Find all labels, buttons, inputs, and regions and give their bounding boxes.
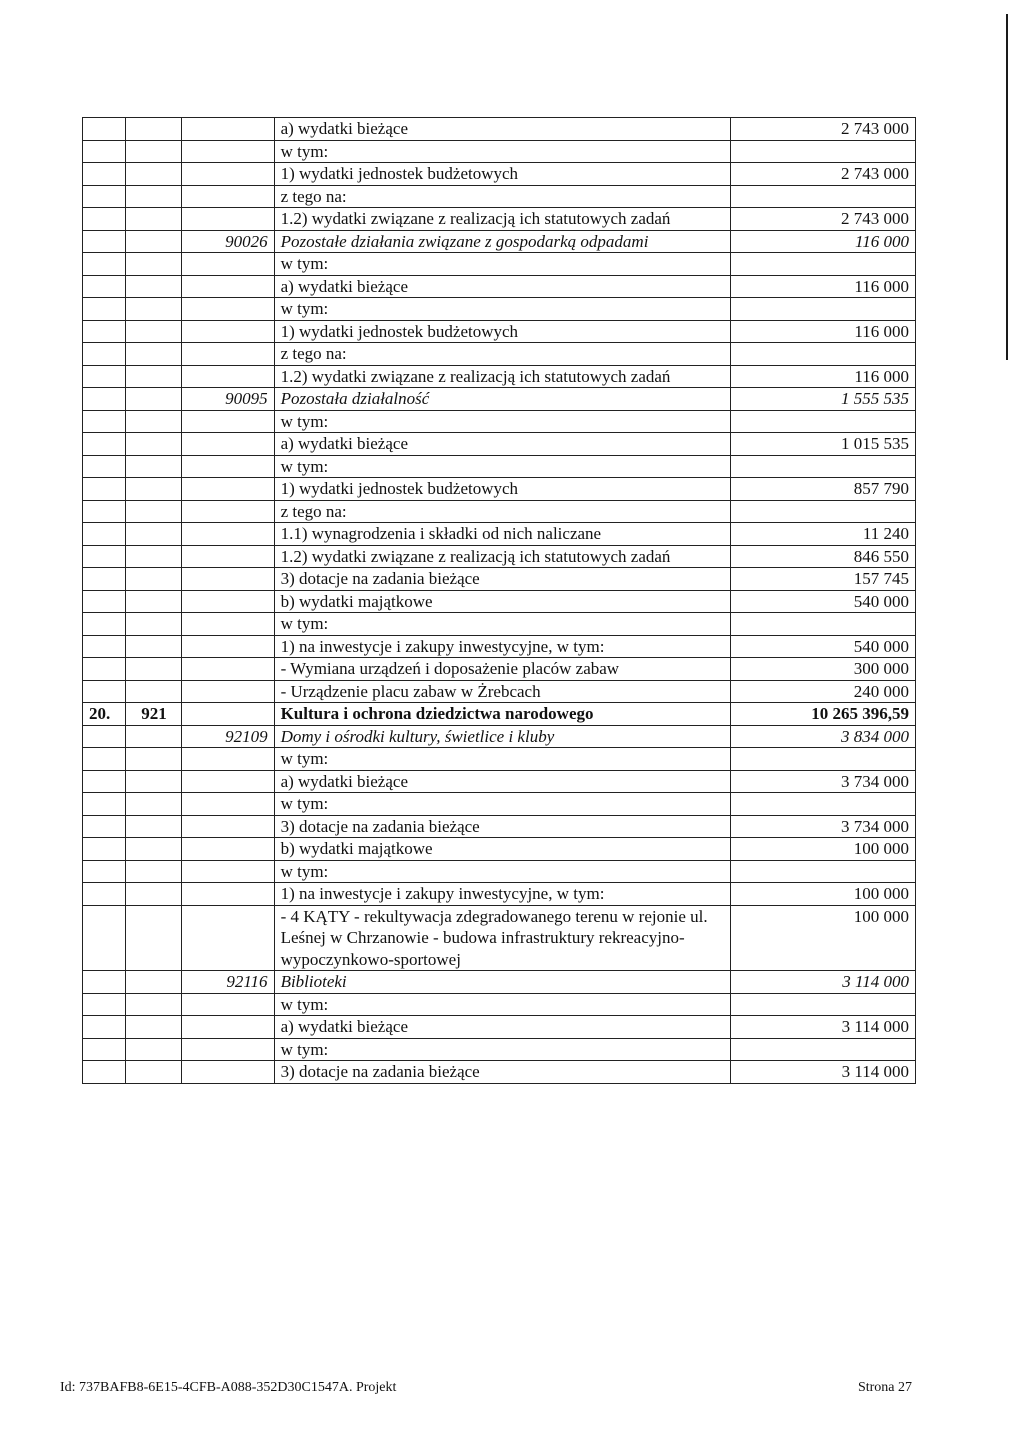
- amount-cell: 3 734 000: [730, 770, 915, 793]
- chapter-code-cell: 92109: [182, 725, 274, 748]
- amount-cell: 100 000: [730, 883, 915, 906]
- row-number-cell: [83, 230, 126, 253]
- description-cell: w tym:: [274, 253, 730, 276]
- row-number-cell: [83, 253, 126, 276]
- amount-cell: 10 265 396,59: [730, 703, 915, 726]
- table-row: [83, 725, 916, 748]
- table-row: [83, 635, 916, 658]
- chapter-code-cell: [182, 140, 274, 163]
- description-cell: z tego na:: [274, 343, 730, 366]
- section-code-cell: [126, 993, 182, 1016]
- amount-cell: [730, 613, 915, 636]
- table-row: [83, 455, 916, 478]
- amount-cell: [730, 343, 915, 366]
- chapter-code-cell: [182, 590, 274, 613]
- table-row: [83, 230, 916, 253]
- section-code-cell: [126, 478, 182, 501]
- row-number-cell: [83, 545, 126, 568]
- row-number-cell: [83, 298, 126, 321]
- amount-cell: 540 000: [730, 635, 915, 658]
- description-cell: b) wydatki majątkowe: [274, 838, 730, 861]
- amount-cell: 11 240: [730, 523, 915, 546]
- amount-cell: [730, 993, 915, 1016]
- row-number-cell: [83, 680, 126, 703]
- chapter-code-cell: [182, 635, 274, 658]
- section-code-cell: [126, 1061, 182, 1084]
- section-code-cell: [126, 275, 182, 298]
- section-code-cell: [126, 613, 182, 636]
- chapter-code-cell: [182, 838, 274, 861]
- section-code-cell: [126, 433, 182, 456]
- section-code-cell: [126, 343, 182, 366]
- row-number-cell: [83, 993, 126, 1016]
- page-number-footer: Strona 27: [857, 1380, 912, 1395]
- scan-edge-line: [1006, 14, 1008, 360]
- table-row: [83, 971, 916, 994]
- table-row: [83, 793, 916, 816]
- amount-cell: 2 743 000: [730, 163, 915, 186]
- chapter-code-cell: [182, 883, 274, 906]
- amount-cell: 3 734 000: [730, 815, 915, 838]
- chapter-code-cell: [182, 185, 274, 208]
- chapter-code-cell: [182, 1016, 274, 1039]
- table-row: [83, 410, 916, 433]
- amount-cell: 100 000: [730, 905, 915, 971]
- amount-cell: [730, 455, 915, 478]
- description-cell: w tym:: [274, 793, 730, 816]
- table-row: [83, 118, 916, 141]
- table-row: [83, 905, 916, 971]
- table-row: [83, 883, 916, 906]
- row-number-cell: [83, 883, 126, 906]
- table-row: [83, 838, 916, 861]
- chapter-code-cell: [182, 433, 274, 456]
- chapter-code-cell: [182, 613, 274, 636]
- description-cell: 3) dotacje na zadania bieżące: [274, 568, 730, 591]
- section-code-cell: [126, 815, 182, 838]
- description-cell: w tym:: [274, 410, 730, 433]
- chapter-code-cell: [182, 410, 274, 433]
- table-body: [83, 118, 916, 1084]
- description-cell: 1) wydatki jednostek budżetowych: [274, 320, 730, 343]
- section-code-cell: [126, 253, 182, 276]
- row-number-cell: [83, 185, 126, 208]
- row-number-cell: [83, 793, 126, 816]
- section-code-cell: [126, 748, 182, 771]
- chapter-code-cell: [182, 815, 274, 838]
- chapter-code-cell: [182, 500, 274, 523]
- description-cell: 1) na inwestycje i zakupy inwestycyjne, w tym:: [274, 883, 730, 906]
- description-cell: 1.2) wydatki związane z realizacją ich statutowych zadań: [274, 208, 730, 231]
- table-row: [83, 993, 916, 1016]
- section-code-cell: [126, 1038, 182, 1061]
- row-number-cell: [83, 860, 126, 883]
- chapter-code-cell: [182, 208, 274, 231]
- row-number-cell: [83, 433, 126, 456]
- table-row: [83, 1016, 916, 1039]
- section-code-cell: [126, 838, 182, 861]
- section-code-cell: [126, 971, 182, 994]
- table-row: [83, 140, 916, 163]
- section-code-cell: [126, 793, 182, 816]
- row-number-cell: [83, 208, 126, 231]
- amount-cell: 116 000: [730, 230, 915, 253]
- row-number-cell: [83, 635, 126, 658]
- description-cell: 1) wydatki jednostek budżetowych: [274, 478, 730, 501]
- amount-cell: [730, 748, 915, 771]
- row-number-cell: [83, 590, 126, 613]
- amount-cell: 846 550: [730, 545, 915, 568]
- description-cell: w tym:: [274, 140, 730, 163]
- table-row: [83, 658, 916, 681]
- section-code-cell: [126, 140, 182, 163]
- description-cell: z tego na:: [274, 185, 730, 208]
- chapter-code-cell: 90095: [182, 388, 274, 411]
- row-number-cell: [83, 410, 126, 433]
- chapter-code-cell: [182, 275, 274, 298]
- description-cell: - Wymiana urządzeń i doposażenie placów zabaw: [274, 658, 730, 681]
- description-cell: a) wydatki bieżące: [274, 770, 730, 793]
- section-code-cell: [126, 500, 182, 523]
- row-number-cell: [83, 140, 126, 163]
- row-number-cell: [83, 770, 126, 793]
- table-row: [83, 860, 916, 883]
- amount-cell: [730, 298, 915, 321]
- table-row: [83, 185, 916, 208]
- chapter-code-cell: [182, 770, 274, 793]
- description-cell: w tym:: [274, 748, 730, 771]
- chapter-code-cell: [182, 680, 274, 703]
- chapter-code-cell: [182, 658, 274, 681]
- table-row: [83, 478, 916, 501]
- table-row: [83, 613, 916, 636]
- table-row: [83, 545, 916, 568]
- amount-cell: 3 114 000: [730, 971, 915, 994]
- description-cell: - 4 KĄTY - rekultywacja zdegradowanego terenu w rejonie ul. Leśnej w Chrzanowie - budowa infrastruktury rekreacyjno-wypoczynkowo-sportowej: [274, 905, 730, 971]
- document-id-footer: Id: 737BAFB8-6E15-4CFB-A088-352D30C1547A. Projekt: [60, 1380, 397, 1395]
- row-number-cell: [83, 905, 126, 971]
- table-row: [83, 163, 916, 186]
- table-row: [83, 1061, 916, 1084]
- chapter-code-cell: [182, 905, 274, 971]
- table-row: [83, 433, 916, 456]
- description-cell: - Urządzenie placu zabaw w Żrebcach: [274, 680, 730, 703]
- description-cell: a) wydatki bieżące: [274, 433, 730, 456]
- row-number-cell: [83, 1016, 126, 1039]
- section-code-cell: [126, 635, 182, 658]
- description-cell: b) wydatki majątkowe: [274, 590, 730, 613]
- row-number-cell: [83, 815, 126, 838]
- description-cell: 1) wydatki jednostek budżetowych: [274, 163, 730, 186]
- section-code-cell: [126, 883, 182, 906]
- section-code-cell: [126, 905, 182, 971]
- section-code-cell: [126, 455, 182, 478]
- section-code-cell: [126, 410, 182, 433]
- table-row: [83, 253, 916, 276]
- amount-cell: 3 834 000: [730, 725, 915, 748]
- section-code-cell: [126, 568, 182, 591]
- amount-cell: 300 000: [730, 658, 915, 681]
- chapter-code-cell: [182, 118, 274, 141]
- table-row: [83, 590, 916, 613]
- chapter-code-cell: [182, 163, 274, 186]
- chapter-code-cell: [182, 703, 274, 726]
- section-code-cell: [126, 320, 182, 343]
- chapter-code-cell: [182, 545, 274, 568]
- section-code-cell: [126, 118, 182, 141]
- amount-cell: [730, 500, 915, 523]
- description-cell: w tym:: [274, 860, 730, 883]
- table-row: [83, 365, 916, 388]
- section-code-cell: 921: [126, 703, 182, 726]
- amount-cell: 116 000: [730, 275, 915, 298]
- description-cell: 1.2) wydatki związane z realizacją ich statutowych zadań: [274, 545, 730, 568]
- amount-cell: 116 000: [730, 365, 915, 388]
- description-cell: 1) na inwestycje i zakupy inwestycyjne, w tym:: [274, 635, 730, 658]
- table-row: [83, 298, 916, 321]
- row-number-cell: [83, 748, 126, 771]
- section-code-cell: [126, 208, 182, 231]
- section-code-cell: [126, 230, 182, 253]
- section-code-cell: [126, 388, 182, 411]
- amount-cell: 1 015 535: [730, 433, 915, 456]
- table-row: [83, 343, 916, 366]
- row-number-cell: [83, 455, 126, 478]
- section-code-cell: [126, 680, 182, 703]
- row-number-cell: [83, 725, 126, 748]
- row-number-cell: [83, 1061, 126, 1084]
- chapter-code-cell: [182, 993, 274, 1016]
- table-row: [83, 320, 916, 343]
- budget-expenditure-table: [82, 117, 916, 1084]
- chapter-code-cell: [182, 748, 274, 771]
- amount-cell: [730, 140, 915, 163]
- chapter-code-cell: [182, 343, 274, 366]
- section-code-cell: [126, 658, 182, 681]
- chapter-code-cell: [182, 1038, 274, 1061]
- table-row: [83, 275, 916, 298]
- row-number-cell: [83, 523, 126, 546]
- amount-cell: [730, 253, 915, 276]
- amount-cell: 1 555 535: [730, 388, 915, 411]
- description-cell: 1.2) wydatki związane z realizacją ich statutowych zadań: [274, 365, 730, 388]
- row-number-cell: [83, 388, 126, 411]
- chapter-code-cell: [182, 478, 274, 501]
- table-row: [83, 703, 916, 726]
- amount-cell: [730, 860, 915, 883]
- section-code-cell: [126, 523, 182, 546]
- chapter-code-cell: [182, 860, 274, 883]
- row-number-cell: [83, 275, 126, 298]
- table-row: [83, 568, 916, 591]
- section-code-cell: [126, 163, 182, 186]
- amount-cell: 116 000: [730, 320, 915, 343]
- section-code-cell: [126, 365, 182, 388]
- row-number-cell: [83, 568, 126, 591]
- table-row: [83, 1038, 916, 1061]
- table-row: [83, 523, 916, 546]
- table-row: [83, 388, 916, 411]
- section-code-cell: [126, 590, 182, 613]
- description-cell: Pozostałe działania związane z gospodarką odpadami: [274, 230, 730, 253]
- description-cell: w tym:: [274, 613, 730, 636]
- row-number-cell: [83, 971, 126, 994]
- row-number-cell: [83, 1038, 126, 1061]
- description-cell: a) wydatki bieżące: [274, 118, 730, 141]
- row-number-cell: 20.: [83, 703, 126, 726]
- amount-cell: [730, 793, 915, 816]
- description-cell: w tym:: [274, 993, 730, 1016]
- section-code-cell: [126, 860, 182, 883]
- chapter-code-cell: [182, 320, 274, 343]
- table-row: [83, 680, 916, 703]
- section-code-cell: [126, 545, 182, 568]
- table-row: [83, 500, 916, 523]
- table-row: [83, 770, 916, 793]
- row-number-cell: [83, 838, 126, 861]
- row-number-cell: [83, 320, 126, 343]
- chapter-code-cell: 90026: [182, 230, 274, 253]
- amount-cell: 3 114 000: [730, 1016, 915, 1039]
- description-cell: a) wydatki bieżące: [274, 1016, 730, 1039]
- amount-cell: 240 000: [730, 680, 915, 703]
- section-code-cell: [126, 1016, 182, 1039]
- description-cell: Domy i ośrodki kultury, świetlice i kluby: [274, 725, 730, 748]
- description-cell: w tym:: [274, 455, 730, 478]
- chapter-code-cell: [182, 1061, 274, 1084]
- description-cell: a) wydatki bieżące: [274, 275, 730, 298]
- section-code-cell: [126, 725, 182, 748]
- chapter-code-cell: [182, 365, 274, 388]
- row-number-cell: [83, 365, 126, 388]
- amount-cell: 100 000: [730, 838, 915, 861]
- chapter-code-cell: [182, 253, 274, 276]
- description-cell: Biblioteki: [274, 971, 730, 994]
- amount-cell: 3 114 000: [730, 1061, 915, 1084]
- description-cell: Kultura i ochrona dziedzictwa narodowego: [274, 703, 730, 726]
- description-cell: w tym:: [274, 1038, 730, 1061]
- section-code-cell: [126, 298, 182, 321]
- table-row: [83, 815, 916, 838]
- chapter-code-cell: 92116: [182, 971, 274, 994]
- description-cell: 3) dotacje na zadania bieżące: [274, 1061, 730, 1084]
- description-cell: w tym:: [274, 298, 730, 321]
- row-number-cell: [83, 118, 126, 141]
- chapter-code-cell: [182, 793, 274, 816]
- section-code-cell: [126, 770, 182, 793]
- table-row: [83, 748, 916, 771]
- amount-cell: [730, 1038, 915, 1061]
- row-number-cell: [83, 163, 126, 186]
- amount-cell: 157 745: [730, 568, 915, 591]
- description-cell: 1.1) wynagrodzenia i składki od nich naliczane: [274, 523, 730, 546]
- row-number-cell: [83, 613, 126, 636]
- chapter-code-cell: [182, 523, 274, 546]
- chapter-code-cell: [182, 298, 274, 321]
- row-number-cell: [83, 500, 126, 523]
- row-number-cell: [83, 478, 126, 501]
- amount-cell: [730, 410, 915, 433]
- chapter-code-cell: [182, 455, 274, 478]
- row-number-cell: [83, 658, 126, 681]
- amount-cell: 540 000: [730, 590, 915, 613]
- row-number-cell: [83, 343, 126, 366]
- amount-cell: 857 790: [730, 478, 915, 501]
- amount-cell: [730, 185, 915, 208]
- description-cell: z tego na:: [274, 500, 730, 523]
- amount-cell: 2 743 000: [730, 208, 915, 231]
- description-cell: Pozostała działalność: [274, 388, 730, 411]
- section-code-cell: [126, 185, 182, 208]
- chapter-code-cell: [182, 568, 274, 591]
- table-row: [83, 208, 916, 231]
- description-cell: 3) dotacje na zadania bieżące: [274, 815, 730, 838]
- amount-cell: 2 743 000: [730, 118, 915, 141]
